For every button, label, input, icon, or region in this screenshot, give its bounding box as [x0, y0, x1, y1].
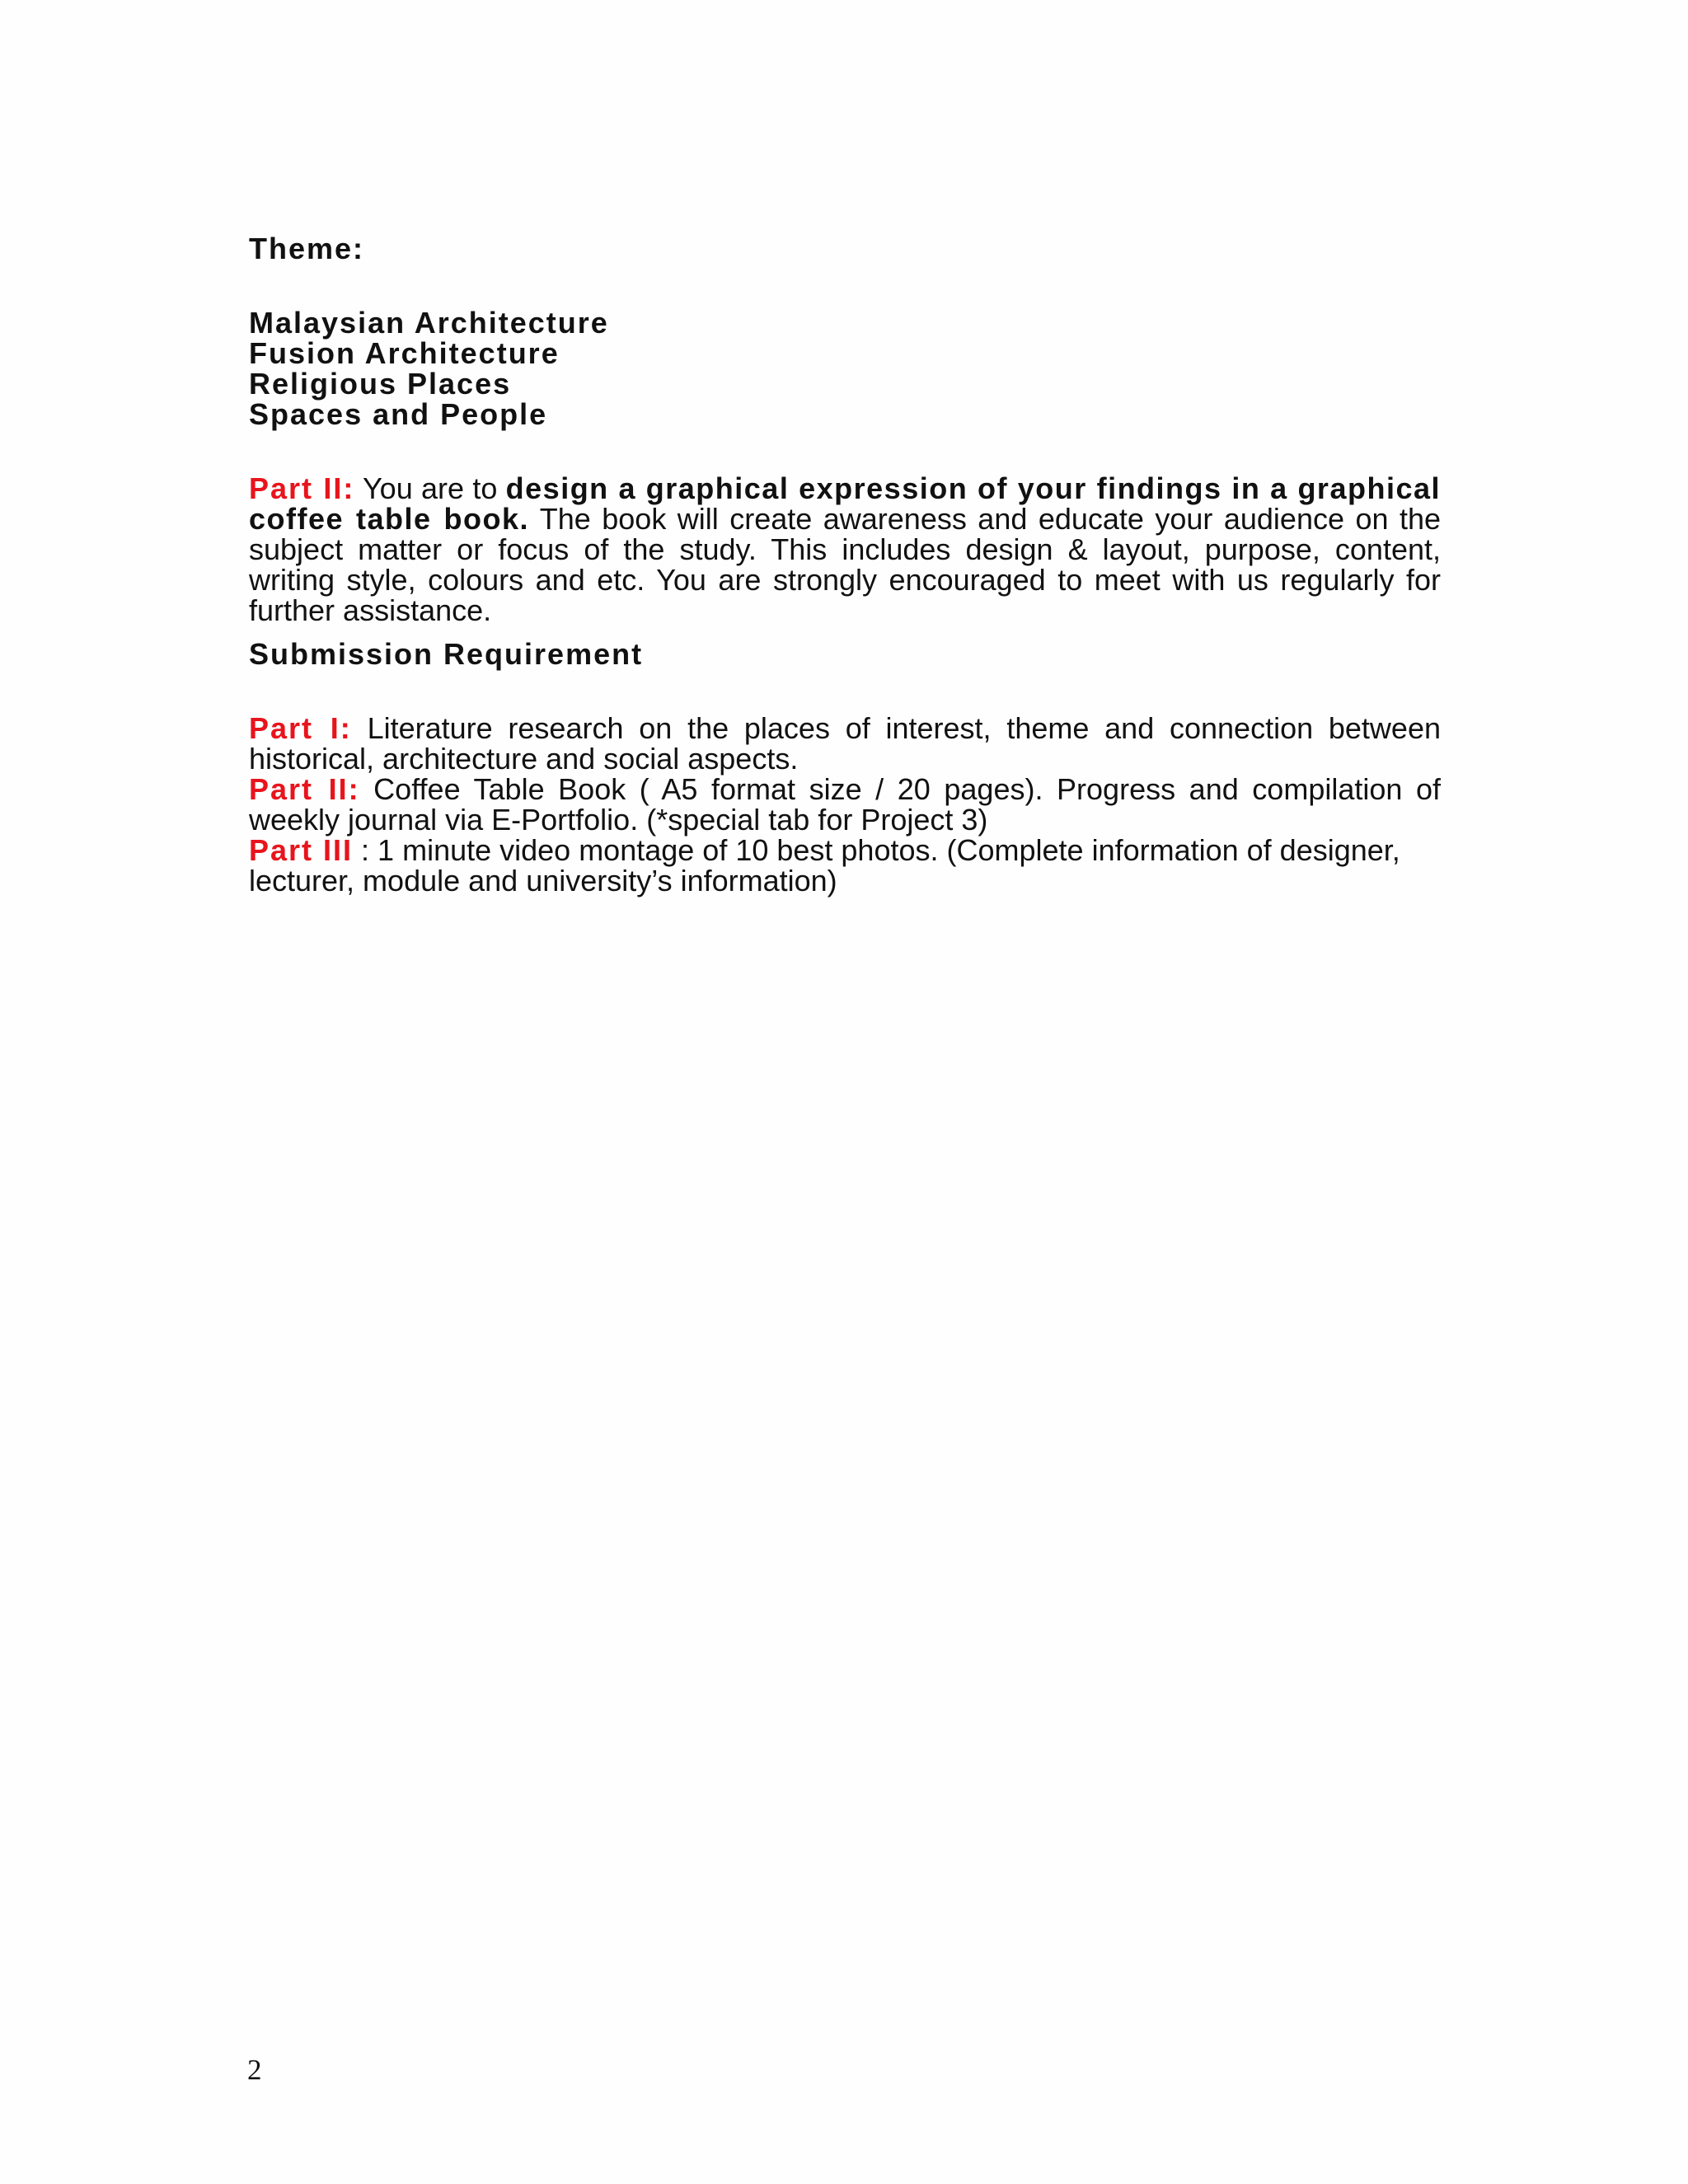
theme-list [249, 307, 1441, 429]
requirement-label: Part I: [249, 711, 352, 745]
requirement-text: Coffee Table Book ( A5 format size / 20 pages). Progress and compilation of weekly journal via E-Portfolio. (*special tab for Project 3) [249, 772, 1442, 837]
requirement-part-iii [249, 835, 1441, 896]
theme-item: Malaysian Architecture [249, 306, 609, 340]
theme-item: Fusion Architecture [249, 336, 560, 370]
requirement-part-i [249, 713, 1441, 774]
requirement-part-ii [249, 774, 1441, 835]
requirement-text: : 1 minute video montage of 10 best photos. (Complete information of designer, lecturer, module and university’s information) [249, 833, 1400, 898]
page-content [249, 233, 1441, 896]
part-ii-description [249, 473, 1441, 626]
part-ii-lead-text: You are to [354, 471, 506, 505]
part-ii-label: Part II: [249, 471, 355, 505]
requirement-label: Part II: [249, 772, 360, 806]
requirement-text: Literature research on the places of interest, theme and connection between historical, architecture and social aspects. [249, 711, 1441, 776]
part-ii-emphasis: design a graphical expression of your findings in a graphical coffee table book. [249, 471, 1441, 536]
part-ii-body-text: The book will create awareness and educate your audience on the subject matter or focus of the study. This includes design & layout, purpose, content, writing style, colours and etc. You are strongly encouraged to meet with us regularly for further assistance. [249, 502, 1441, 627]
submission-heading: Submission Requirement [249, 637, 644, 671]
theme-item: Religious Places [249, 367, 512, 401]
requirement-label: Part III [249, 833, 354, 867]
theme-heading: Theme: [249, 232, 365, 265]
theme-item: Spaces and People [249, 397, 548, 431]
page-number: 2 [247, 2054, 262, 2086]
